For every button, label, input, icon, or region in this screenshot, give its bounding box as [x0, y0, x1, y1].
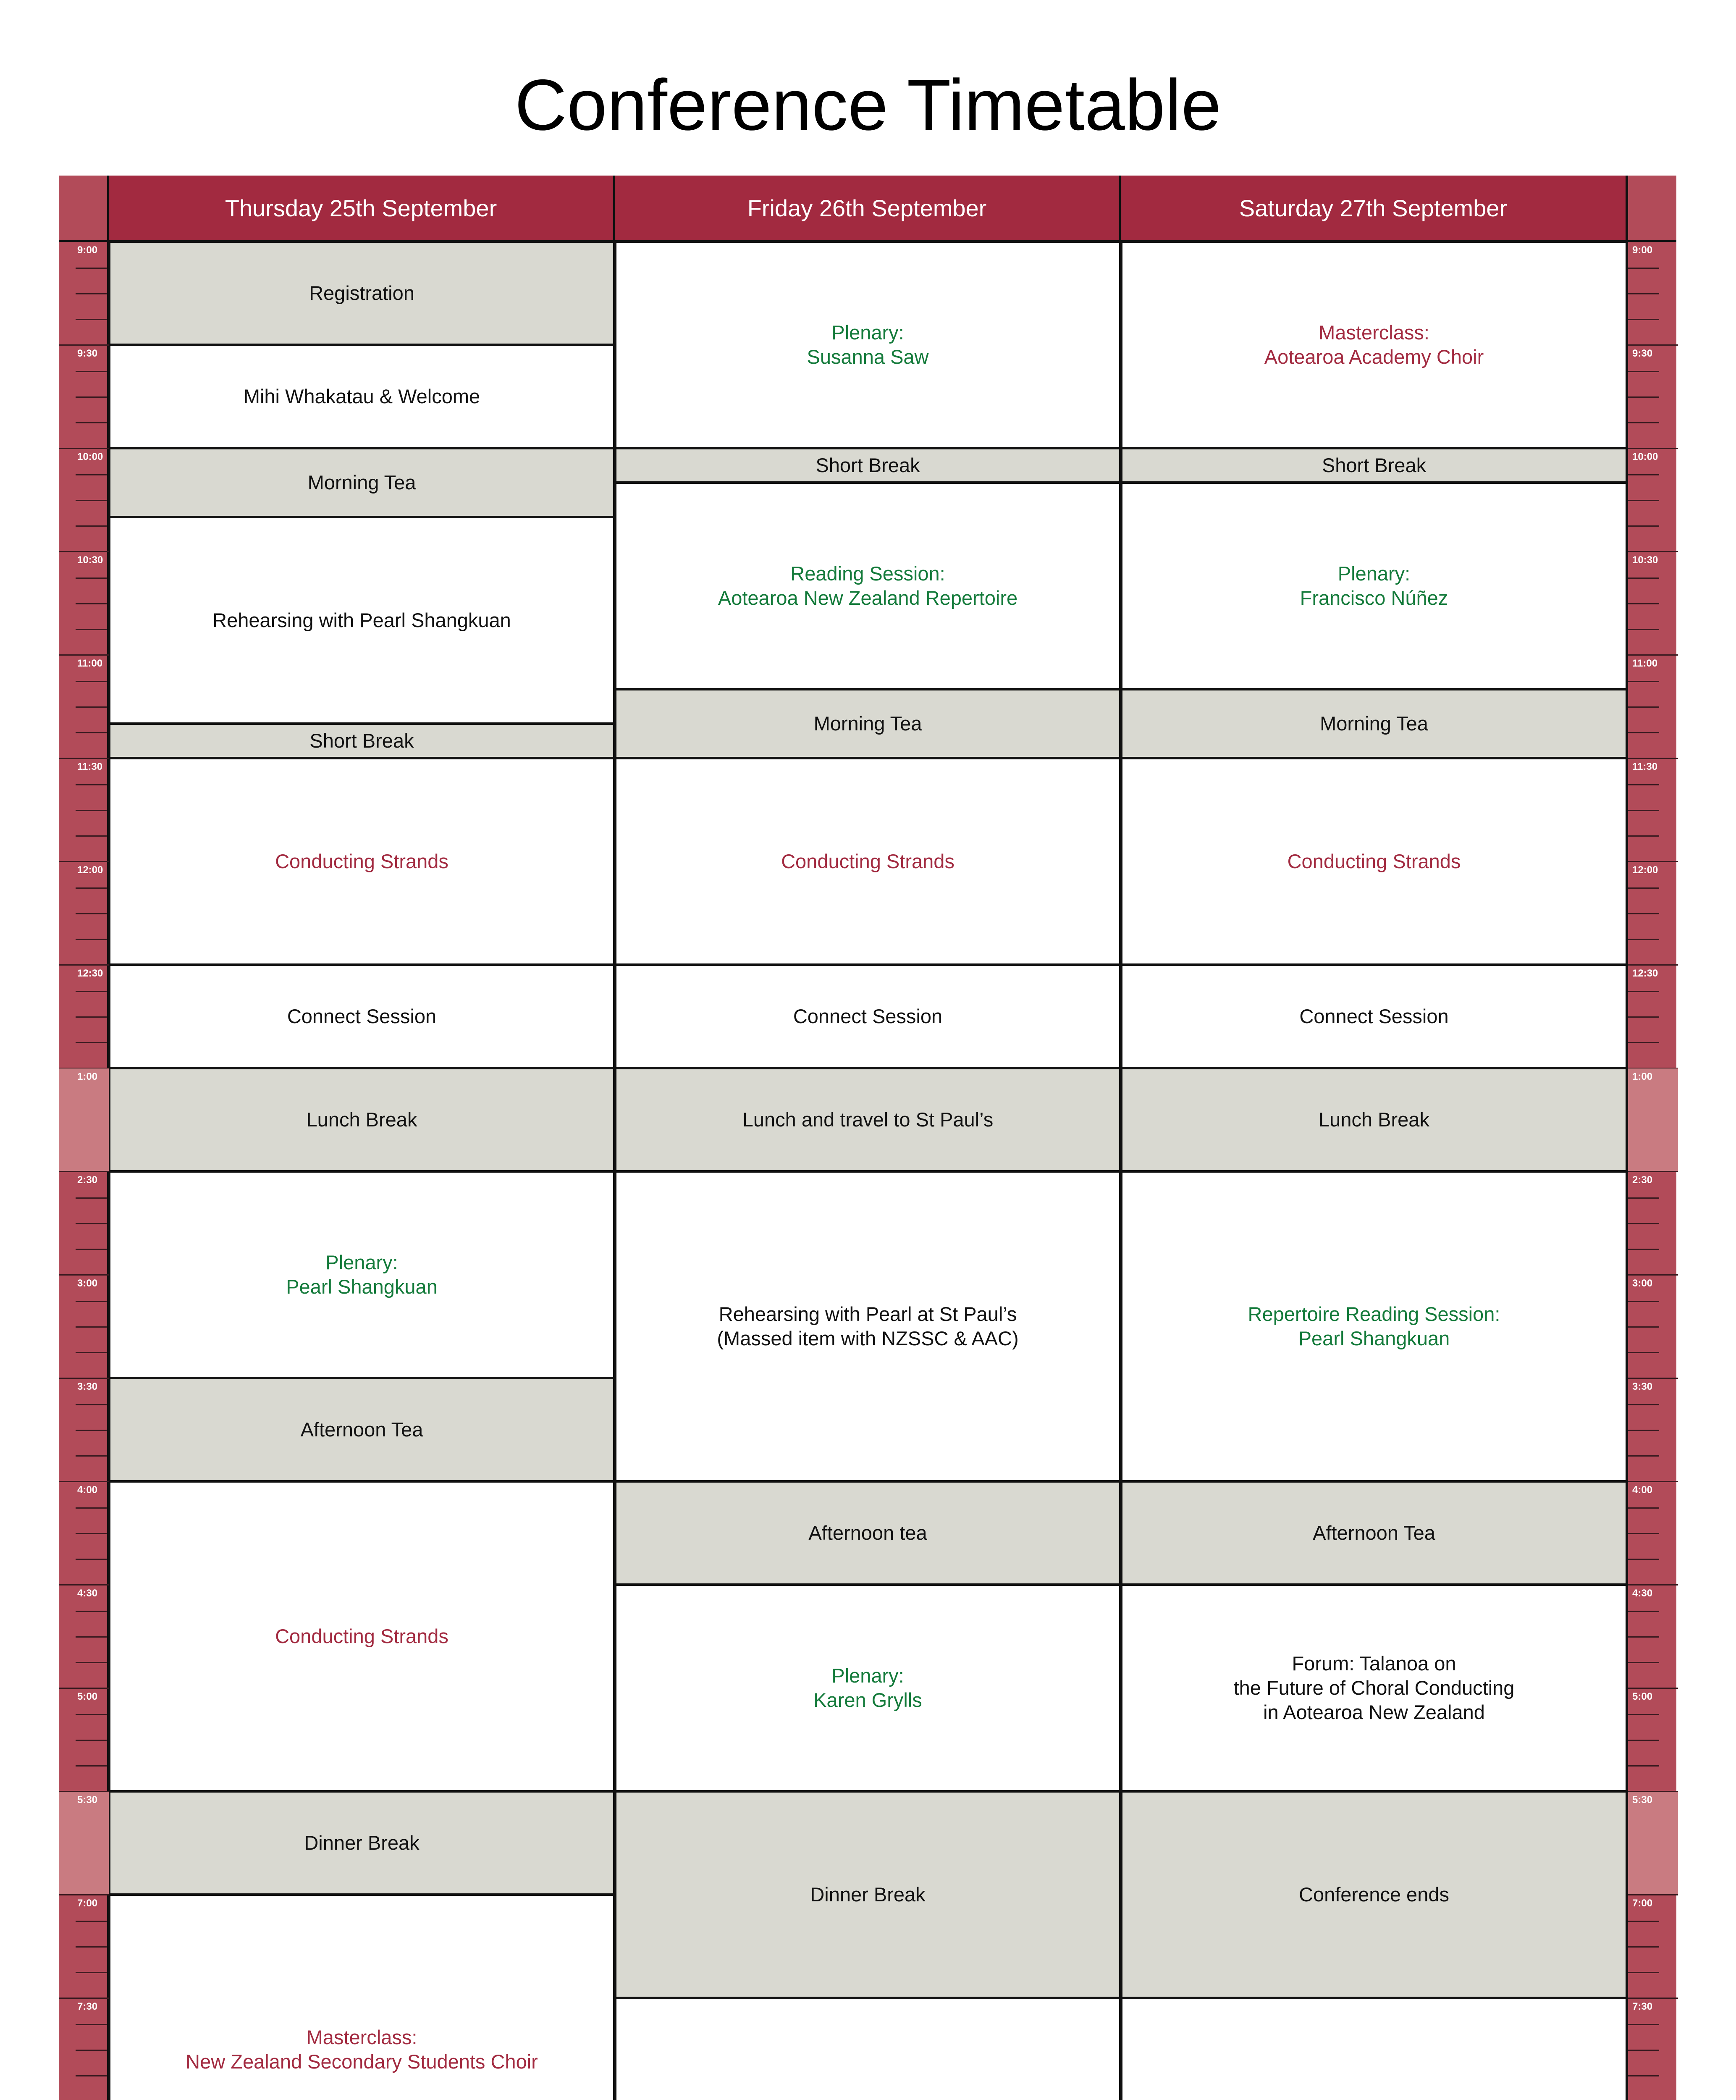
time-label: 5:00	[1632, 1691, 1653, 1702]
time-tick	[1628, 784, 1659, 785]
time-tick	[1628, 1636, 1659, 1638]
day-header-saturday: Saturday 27th September	[1121, 176, 1627, 242]
session-afternoon-tea	[1121, 1481, 1627, 1585]
time-label: 9:30	[77, 348, 98, 359]
time-tick	[76, 835, 107, 837]
time-tick	[76, 396, 107, 398]
time-label: 10:00	[1632, 451, 1658, 462]
time-slot-divider	[59, 861, 109, 862]
time-tick	[1628, 810, 1659, 811]
session-title: Registration	[309, 282, 414, 304]
time-tick	[1628, 474, 1659, 475]
time-tick	[76, 1326, 107, 1328]
session-title: Forum: Talanoa on	[1292, 1652, 1456, 1675]
time-tick	[1628, 1430, 1659, 1431]
session-title: Lunch and travel to St Paul’s	[742, 1108, 994, 1131]
time-tick	[76, 1404, 107, 1405]
time-tick	[1628, 887, 1659, 889]
time-label: 9:00	[77, 244, 98, 256]
time-slot-divider	[1628, 448, 1678, 449]
session-conducting-strands	[615, 758, 1121, 965]
time-tick	[1628, 371, 1659, 372]
time-tick	[1628, 913, 1659, 914]
session-masterclass	[1121, 241, 1627, 449]
session-title: Lunch Break	[306, 1108, 417, 1131]
time-tick	[76, 603, 107, 604]
session-title: Connect Session	[793, 1005, 943, 1027]
time-tick	[1628, 629, 1659, 630]
time-tick	[76, 422, 107, 423]
session-title: Afternoon Tea	[300, 1418, 423, 1441]
time-slot-divider	[1628, 551, 1678, 552]
session-title: Connect Session	[1299, 1005, 1449, 1027]
time-tick	[1628, 500, 1659, 501]
time-label: 10:30	[1632, 554, 1658, 566]
time-tick	[76, 913, 107, 914]
session-title: Conducting Strands	[275, 1625, 448, 1647]
time-gutter-header-left	[59, 176, 109, 242]
time-tick	[76, 629, 107, 630]
session-title: the Future of Choral Conducting	[1233, 1677, 1515, 1699]
time-tick	[1628, 1326, 1659, 1328]
day-header-thursday: Thursday 25th September	[109, 176, 615, 242]
time-tick	[1628, 2024, 1659, 2025]
time-label: 12:30	[1632, 968, 1658, 979]
time-tick	[76, 578, 107, 579]
session-short-break	[109, 723, 615, 759]
time-tick	[1628, 396, 1659, 398]
time-tick	[76, 2050, 107, 2051]
session-title: Dinner Break	[304, 1832, 420, 1854]
time-slot-divider	[1628, 1584, 1678, 1586]
session-speaker: Francisco Núñez	[1300, 587, 1448, 609]
time-tick	[1628, 1507, 1659, 1509]
session-connect	[615, 964, 1121, 1068]
session-label: Plenary:	[831, 321, 904, 344]
session-morning-tea	[615, 689, 1121, 759]
time-label: 7:00	[1632, 1898, 1653, 1909]
session-speaker: Karen Grylls	[813, 1689, 922, 1711]
session-lunch-travel	[615, 1068, 1121, 1172]
time-slot-divider	[1628, 1894, 1678, 1895]
session-morning-tea	[1121, 689, 1627, 759]
time-slot-divider	[59, 964, 109, 966]
time-label: 2:30	[1632, 1174, 1653, 1186]
session-title: Dinner Break	[810, 1883, 926, 1906]
session-conducting-strands	[109, 1481, 615, 1792]
time-tick	[76, 1972, 107, 1973]
time-tick	[76, 293, 107, 294]
time-tick	[1628, 1714, 1659, 1715]
time-label: 4:30	[77, 1588, 98, 1599]
time-label: 1:00	[77, 1071, 98, 1082]
time-tick	[1628, 2075, 1659, 2076]
time-tick	[76, 1507, 107, 1509]
session-title: Mihi Whakatau & Welcome	[243, 385, 480, 407]
time-slot-divider	[59, 1688, 109, 1689]
time-tick	[1628, 1559, 1659, 1560]
session-reading	[615, 482, 1121, 690]
time-tick	[1628, 1765, 1659, 1767]
time-tick	[76, 371, 107, 372]
time-tick	[76, 887, 107, 889]
time-tick	[1628, 1740, 1659, 1741]
session-short-break	[615, 448, 1121, 483]
time-label: 11:00	[77, 658, 103, 669]
session-dinner-break	[109, 1791, 615, 1895]
time-tick	[76, 474, 107, 475]
time-tick	[1628, 1249, 1659, 1250]
session-lunch-break	[1121, 1068, 1627, 1172]
time-tick	[76, 991, 107, 992]
session-registration	[109, 241, 615, 345]
time-label: 3:30	[77, 1381, 98, 1392]
time-tick	[1628, 603, 1659, 604]
session-morning-tea	[109, 448, 615, 517]
time-label: 11:30	[1632, 761, 1658, 772]
time-label: 3:00	[1632, 1278, 1653, 1289]
session-label: Repertoire Reading Session:	[1248, 1303, 1500, 1325]
time-tick	[76, 706, 107, 708]
session-optional-concert	[1121, 1998, 1627, 2100]
time-slot-divider	[1628, 758, 1678, 759]
session-title: Morning Tea	[1320, 712, 1428, 735]
session-plenary	[109, 1171, 615, 1378]
session-title: Conducting Strands	[781, 850, 955, 872]
session-afternoon-tea	[615, 1481, 1121, 1585]
time-tick	[1628, 1223, 1659, 1224]
time-tick	[1628, 1921, 1659, 1922]
time-tick	[1628, 1972, 1659, 1973]
time-tick	[1628, 1611, 1659, 1612]
session-masterclass	[109, 1894, 615, 2100]
session-title: Morning Tea	[307, 471, 416, 494]
time-label: 5:30	[77, 1794, 98, 1806]
time-tick	[1628, 2050, 1659, 2051]
session-title: Conducting Strands	[1287, 850, 1461, 872]
time-tick	[76, 525, 107, 527]
time-tick	[1628, 706, 1659, 708]
session-label: Masterclass:	[306, 2026, 417, 2048]
time-label: 1:00	[1632, 1071, 1653, 1082]
time-tick	[1628, 1016, 1659, 1018]
time-tick	[76, 2075, 107, 2076]
time-tick	[76, 1455, 107, 1457]
time-label: 10:00	[77, 451, 103, 462]
time-label: 11:30	[77, 761, 103, 772]
session-speaker: Pearl Shangkuan	[286, 1276, 438, 1298]
time-tick	[76, 1921, 107, 1922]
time-tick	[76, 1636, 107, 1638]
session-repertoire-reading	[1121, 1171, 1627, 1482]
time-label: 4:30	[1632, 1588, 1653, 1599]
time-tick	[1628, 1946, 1659, 1948]
time-tick	[1628, 681, 1659, 682]
session-title: Afternoon tea	[808, 1522, 927, 1544]
time-gap-band	[1628, 1068, 1678, 1172]
time-tick	[1628, 1533, 1659, 1534]
time-slot-divider	[1628, 1274, 1678, 1276]
session-title: in Aotearoa New Zealand	[1263, 1701, 1485, 1723]
session-title: Conducting Strands	[275, 850, 448, 872]
time-label: 2:30	[77, 1174, 98, 1186]
time-tick	[76, 810, 107, 811]
time-tick	[76, 500, 107, 501]
session-afternoon-tea	[109, 1378, 615, 1482]
session-connect	[1121, 964, 1627, 1068]
time-slot-divider	[1628, 1171, 1678, 1172]
time-tick	[1628, 835, 1659, 837]
time-gap-band	[59, 1068, 109, 1172]
time-slot-divider	[59, 758, 109, 759]
time-tick	[76, 1740, 107, 1741]
session-title: Morning Tea	[813, 712, 922, 735]
time-tick	[76, 681, 107, 682]
time-tick	[76, 319, 107, 320]
time-gap-band	[1628, 1792, 1678, 1895]
time-slot-divider	[59, 448, 109, 449]
session-note: (Massed item with NZSSC & AAC)	[717, 1327, 1019, 1349]
time-tick	[76, 1946, 107, 1948]
session-forum	[1121, 1584, 1627, 1792]
time-slot-divider	[59, 1378, 109, 1379]
session-title: Short Break	[1322, 454, 1427, 476]
time-tick	[1628, 1352, 1659, 1353]
session-title: Conference ends	[1299, 1883, 1449, 1906]
time-tick	[1628, 422, 1659, 423]
session-conference-ends	[1121, 1791, 1627, 1998]
time-tick	[76, 1016, 107, 1018]
time-slot-divider	[59, 1481, 109, 1482]
time-tick	[1628, 1042, 1659, 1043]
session-title: Short Break	[309, 730, 414, 752]
time-slot-divider	[1628, 861, 1678, 862]
session-label: Reading Session:	[790, 562, 945, 585]
time-label: 4:00	[77, 1484, 98, 1496]
session-lunch-break	[109, 1068, 615, 1172]
time-tick	[76, 1765, 107, 1767]
time-slot-divider	[1628, 1688, 1678, 1689]
time-slot-divider	[1628, 344, 1678, 346]
time-tick	[76, 1533, 107, 1534]
time-label: 3:30	[1632, 1381, 1653, 1392]
session-title: Rehearsing with Pearl Shangkuan	[212, 609, 511, 631]
time-slot-divider	[1628, 1998, 1678, 1999]
session-label: Plenary:	[325, 1251, 398, 1273]
time-tick	[1628, 578, 1659, 579]
time-tick	[76, 1352, 107, 1353]
time-gutter-left	[59, 242, 109, 2100]
time-tick	[76, 2024, 107, 2025]
time-label: 7:00	[77, 1898, 98, 1909]
session-rehearsing-st-pauls	[615, 1171, 1121, 1482]
time-slot-divider	[59, 344, 109, 346]
session-plenary	[1121, 482, 1627, 690]
session-plenary	[615, 1584, 1121, 1792]
time-slot-divider	[59, 1171, 109, 1172]
time-slot-divider	[1628, 1378, 1678, 1379]
session-rehearsing	[109, 517, 615, 724]
time-label: 5:00	[77, 1691, 98, 1702]
time-slot-divider	[59, 1894, 109, 1895]
time-tick	[1628, 732, 1659, 733]
session-label: Masterclass:	[1319, 321, 1429, 344]
session-connect	[109, 964, 615, 1068]
time-tick	[1628, 991, 1659, 992]
time-slot-divider	[59, 1274, 109, 1276]
page-title: Conference Timetable	[514, 65, 1222, 145]
time-label: 3:00	[77, 1278, 98, 1289]
session-speaker: Pearl Shangkuan	[1298, 1327, 1450, 1349]
time-tick	[76, 1662, 107, 1663]
time-tick	[1628, 939, 1659, 940]
session-mihi-whakatau	[109, 344, 615, 449]
session-conducting-strands	[1121, 758, 1627, 965]
time-tick	[76, 732, 107, 733]
session-short-break	[1121, 448, 1627, 483]
time-label: 9:00	[1632, 244, 1653, 256]
time-tick	[76, 268, 107, 269]
day-header-friday: Friday 26th September	[615, 176, 1121, 242]
session-topic: Aotearoa New Zealand Repertoire	[718, 587, 1018, 609]
time-slot-divider	[1628, 964, 1678, 966]
time-tick	[1628, 1197, 1659, 1199]
time-slot-divider	[1628, 1481, 1678, 1482]
time-label: 5:30	[1632, 1794, 1653, 1806]
time-label: 12:30	[77, 968, 103, 979]
session-title: Short Break	[816, 454, 920, 476]
time-tick	[1628, 525, 1659, 527]
session-choir: Aotearoa Academy Choir	[1264, 346, 1484, 368]
time-tick	[76, 1301, 107, 1302]
session-title: Rehearsing with Pearl at St Paul’s	[719, 1303, 1017, 1325]
time-slot-divider	[59, 551, 109, 552]
time-gutter-header-right	[1626, 176, 1676, 242]
time-tick	[1628, 268, 1659, 269]
time-tick	[1628, 1455, 1659, 1457]
session-conducting-strands	[109, 758, 615, 965]
session-title: Connect Session	[287, 1005, 437, 1027]
session-evening-concert	[615, 1998, 1121, 2100]
time-tick	[76, 1430, 107, 1431]
session-dinner-break	[615, 1791, 1121, 1998]
time-tick	[76, 1611, 107, 1612]
session-label: Plenary:	[831, 1664, 904, 1687]
time-tick	[76, 784, 107, 785]
time-tick	[76, 1249, 107, 1250]
time-label: 12:00	[1632, 864, 1658, 876]
time-tick	[76, 939, 107, 940]
time-slot-divider	[59, 1998, 109, 1999]
time-tick	[1628, 1404, 1659, 1405]
time-tick	[1628, 293, 1659, 294]
session-title: Afternoon Tea	[1313, 1522, 1435, 1544]
time-tick	[76, 1042, 107, 1043]
time-tick	[76, 1223, 107, 1224]
time-slot-divider	[59, 654, 109, 656]
time-tick	[1628, 1301, 1659, 1302]
time-slot-divider	[1628, 654, 1678, 656]
time-slot-divider	[59, 1584, 109, 1586]
time-label: 9:30	[1632, 348, 1653, 359]
time-tick	[76, 1197, 107, 1199]
time-label: 7:30	[1632, 2001, 1653, 2012]
session-title: Lunch Break	[1319, 1108, 1429, 1131]
session-speaker: Susanna Saw	[807, 346, 929, 368]
time-label: 10:30	[77, 554, 103, 566]
session-label: Plenary:	[1337, 562, 1411, 585]
time-label: 7:30	[77, 2001, 98, 2012]
time-gap-band	[59, 1792, 109, 1895]
time-gutter-right	[1626, 242, 1676, 2100]
time-label: 12:00	[77, 864, 103, 876]
time-tick	[76, 1559, 107, 1560]
time-label: 4:00	[1632, 1484, 1653, 1496]
time-tick	[1628, 1662, 1659, 1663]
time-tick	[1628, 319, 1659, 320]
session-plenary	[615, 241, 1121, 449]
session-choir: New Zealand Secondary Students Choir	[186, 2050, 538, 2073]
time-label: 11:00	[1632, 658, 1658, 669]
time-tick	[76, 1714, 107, 1715]
